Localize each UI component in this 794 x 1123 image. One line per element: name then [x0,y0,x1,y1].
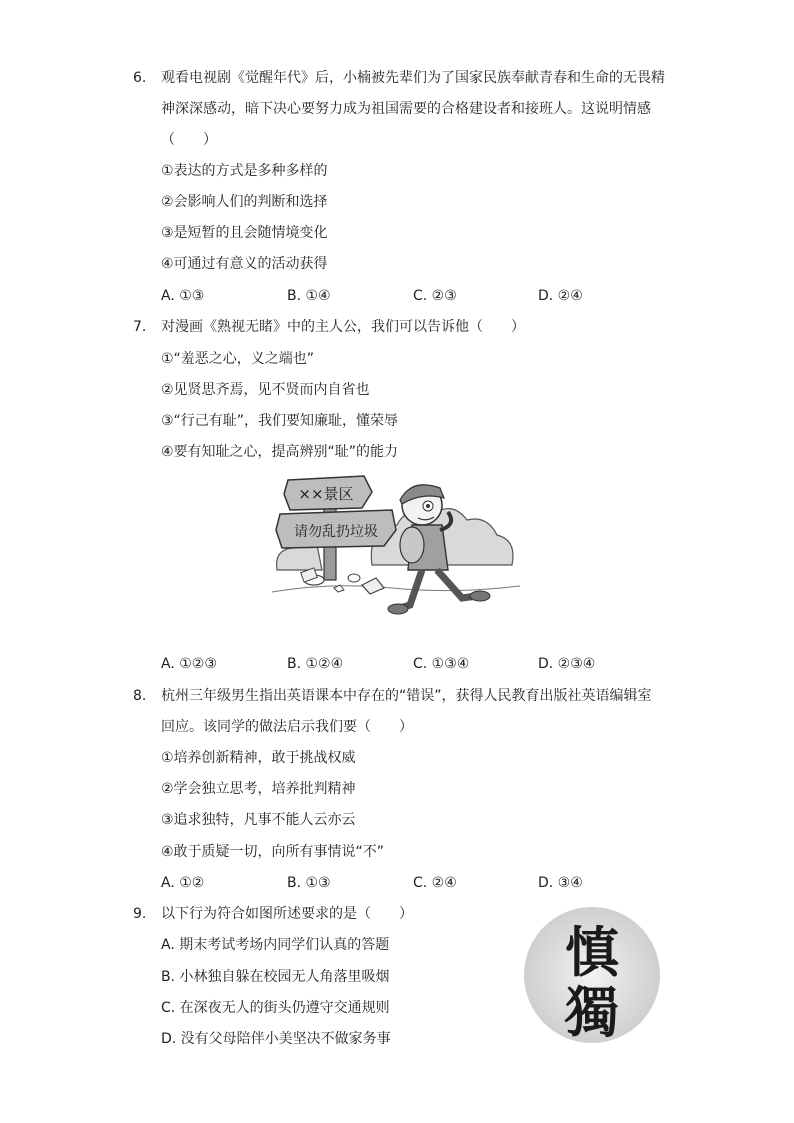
calligraphy-char-top: 慎 [565,920,619,984]
answer-option-b[interactable]: B. ①②④ [287,656,344,672]
answer-option-d[interactable]: D. ②④ [538,288,583,304]
answer-option-a[interactable]: A. 期末考试考场内同学们认真的答题 [161,937,390,953]
statement-item: ④可通过有意义的活动获得 [161,256,328,272]
question-stem: 回应。该同学的做法启示我们要（ ） [161,719,413,735]
question-number: 6. [133,70,147,86]
question-number: 9. [133,906,147,922]
statement-item: ①培养创新精神，敢于挑战权威 [161,750,356,766]
calligraphy-char-bottom: 獨 [565,980,619,1044]
answer-option-b[interactable]: B. ①④ [287,288,331,304]
question-stem: 神深深感动，暗下决心要努力成为祖国需要的合格建设者和接班人。这说明情感 [161,101,651,117]
statement-item: ③追求独特，凡事不能人云亦云 [161,812,356,828]
answer-option-b[interactable]: B. ①③ [287,875,331,891]
answer-option-d[interactable]: D. 没有父母陪伴小美坚决不做家务事 [161,1031,391,1047]
calligraphy-image [522,905,662,1045]
statement-item: ④敢于质疑一切，向所有事情说“不” [161,844,385,860]
statement-item: ①“羞恶之心，义之端也” [161,351,315,367]
statement-item: ③是短暂的且会随情境变化 [161,225,328,241]
answer-option-a[interactable]: A. ①③ [161,288,205,304]
question-number: 8. [133,688,147,704]
svg-text:××景区: ××景区 [298,485,354,503]
statement-item: ②学会独立思考，培养批判精神 [161,781,356,797]
question-stem: 对漫画《熟视无睹》中的主人公，我们可以告诉他（ ） [161,319,525,335]
answer-parentheses: （ ） [161,132,217,148]
answer-option-c[interactable]: C. 在深夜无人的街头仍遵守交通规则 [161,1000,390,1016]
answer-option-c[interactable]: C. ②③ [413,288,457,304]
answer-option-a[interactable]: A. ①② [161,875,205,891]
statement-item: ①表达的方式是多种多样的 [161,163,328,179]
statement-item: ②见贤思齐焉，见不贤而内自省也 [161,382,370,398]
question-stem: 观看电视剧《觉醒年代》后，小楠被先辈们为了国家民族奉献青春和生命的无畏精 [161,70,665,86]
answer-option-d[interactable]: D. ③④ [538,875,583,891]
question-stem: 杭州三年级男生指出英语课本中存在的“错误”，获得人民教育出版社英语编辑室 [161,688,652,704]
answer-option-c[interactable]: C. ①③④ [413,656,470,672]
statement-item: ②会影响人们的判断和选择 [161,194,328,210]
question-stem: 以下行为符合如图所述要求的是（ ） [161,906,413,922]
answer-option-a[interactable]: A. ①②③ [161,656,217,672]
statement-item: ③“行己有耻”，我们要知廉耻，懂荣辱 [161,413,399,429]
cartoon-illustration [272,470,520,618]
question-number: 7. [133,319,147,335]
answer-option-c[interactable]: C. ②④ [413,875,457,891]
svg-text:请勿乱扔垃圾: 请勿乱扔垃圾 [294,524,378,540]
statement-item: ④要有知耻之心，提高辨别“耻”的能力 [161,444,399,460]
answer-option-d[interactable]: D. ②③④ [538,656,596,672]
answer-option-b[interactable]: B. 小林独自躲在校园无人角落里吸烟 [161,969,390,985]
